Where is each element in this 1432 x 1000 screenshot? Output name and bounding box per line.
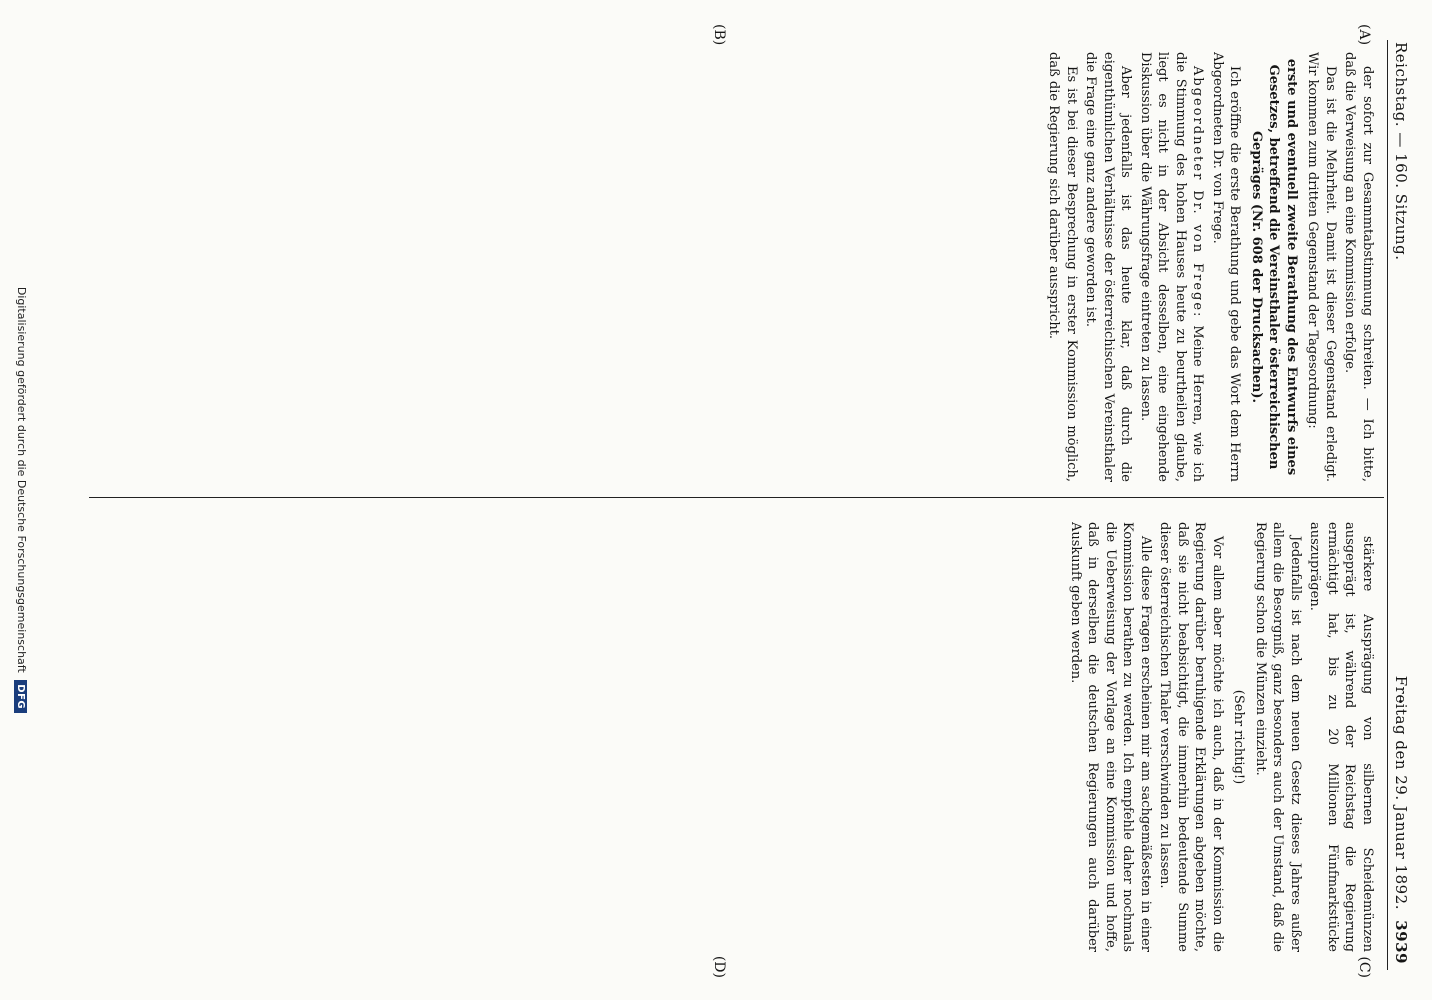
paragraph: Ich eröffne die erste Berathung und gebe das Wort dem Herrn Abgeordneten Dr. von Frege. bbox=[1210, 52, 1243, 482]
text-column-left bbox=[96, 52, 1376, 482]
margin-marker-a: (A) bbox=[1356, 24, 1372, 46]
paragraph: Alle diese Fragen erscheinen mir am sachgemäßesten in einer Kommission berathen zu werden. Ich empfehle daher nochmals die Ueberweisung der Vorlage an eine Kommission und hoffe, daß in derselben die deutschen Regierungen auch darüber Auskunft geben werden. bbox=[1068, 522, 1153, 952]
paragraph: stärkere Ausprägung von silbernen Scheidemünzen ausgeprägt ist, während der Reichstag die Regierung ermächtigt hat, bis zu 20 Millionen Fünfmarkstücke auszuprägen. bbox=[1307, 522, 1375, 952]
running-header-right bbox=[1392, 676, 1410, 910]
agenda-item: erste und eventuell zweite Berathung des Entwurfs eines Gesetzes, betreffend die Vereinsthaler österreichischen Gepräges (Nr. 608 der Drucksachen). bbox=[1249, 58, 1299, 476]
running-header-date: Freitag den 29. Januar 1892. bbox=[1392, 675, 1410, 910]
paragraph: Es ist bei dieser Besprechung in erster Kommission möglich, daß die Regierung sich darüber ausspricht. bbox=[1046, 52, 1079, 482]
applause-note: (Sehr richtig!) bbox=[1231, 689, 1247, 785]
footer-text: Digitalisierung gefördert durch die Deutsche Forschungsgemeinschaft bbox=[15, 286, 28, 673]
paragraph: Aber jedenfalls ist das heute klar, daß durch die eigenthümlichen Verhältnisse der österreichischen Vereinsthaler die Frage eine ganz andere geworden ist. bbox=[1083, 52, 1134, 482]
paragraph: Das ist die Mehrheit. Damit ist dieser Gegenstand erledigt. Wir kommen zum dritten Gegenstand der Tagesordnung: bbox=[1305, 52, 1338, 482]
speaker-name: Abgeordneter Dr. von Frege: bbox=[1190, 66, 1206, 319]
running-header-left: Reichstag. — 160. Sitzung. bbox=[1392, 42, 1410, 261]
margin-marker-b: (B) bbox=[711, 24, 727, 46]
digitization-footer bbox=[14, 0, 28, 1000]
column-divider bbox=[89, 497, 1384, 498]
page-number: 3939 bbox=[1392, 920, 1410, 964]
paragraph: Vor allem aber möchte ich auch, daß in der Kommission die Regierung darüber beruhigende Erklärungen abgeben möchte, daß sie nicht beabsichtigt, die immerhin bedeutende Summe dieser österreichischen Thaler verschwinden zu lassen. bbox=[1157, 522, 1225, 952]
paragraph: Abgeordneter Dr. von Frege: Meine Herren, wie ich die Stimmung des hohen Hauses heute zu beurtheilen glaube, liegt es nicht in der Absicht desselben, eine eingehende Diskussion über die Währungsfrage eintreten zu lassen. bbox=[1138, 52, 1206, 482]
text-column-right bbox=[96, 522, 1376, 952]
header-rule bbox=[1387, 40, 1388, 970]
margin-marker-c: (C) bbox=[1356, 956, 1372, 978]
dfg-logo: DFG bbox=[14, 680, 27, 713]
paragraph: Jedenfalls ist nach dem neuen Gesetz dieses Jahres außer allem die Besorgniß, ganz besonders auch der Umstand, daß die Regierung schon die Münzen einzieht. bbox=[1253, 522, 1303, 952]
margin-marker-d: (D) bbox=[711, 955, 727, 978]
paragraph: der sofort zur Gesammtabstimmung schreiten. — Ich bitte, daß die Verweisung an eine Kommission erfolge. bbox=[1342, 52, 1375, 482]
